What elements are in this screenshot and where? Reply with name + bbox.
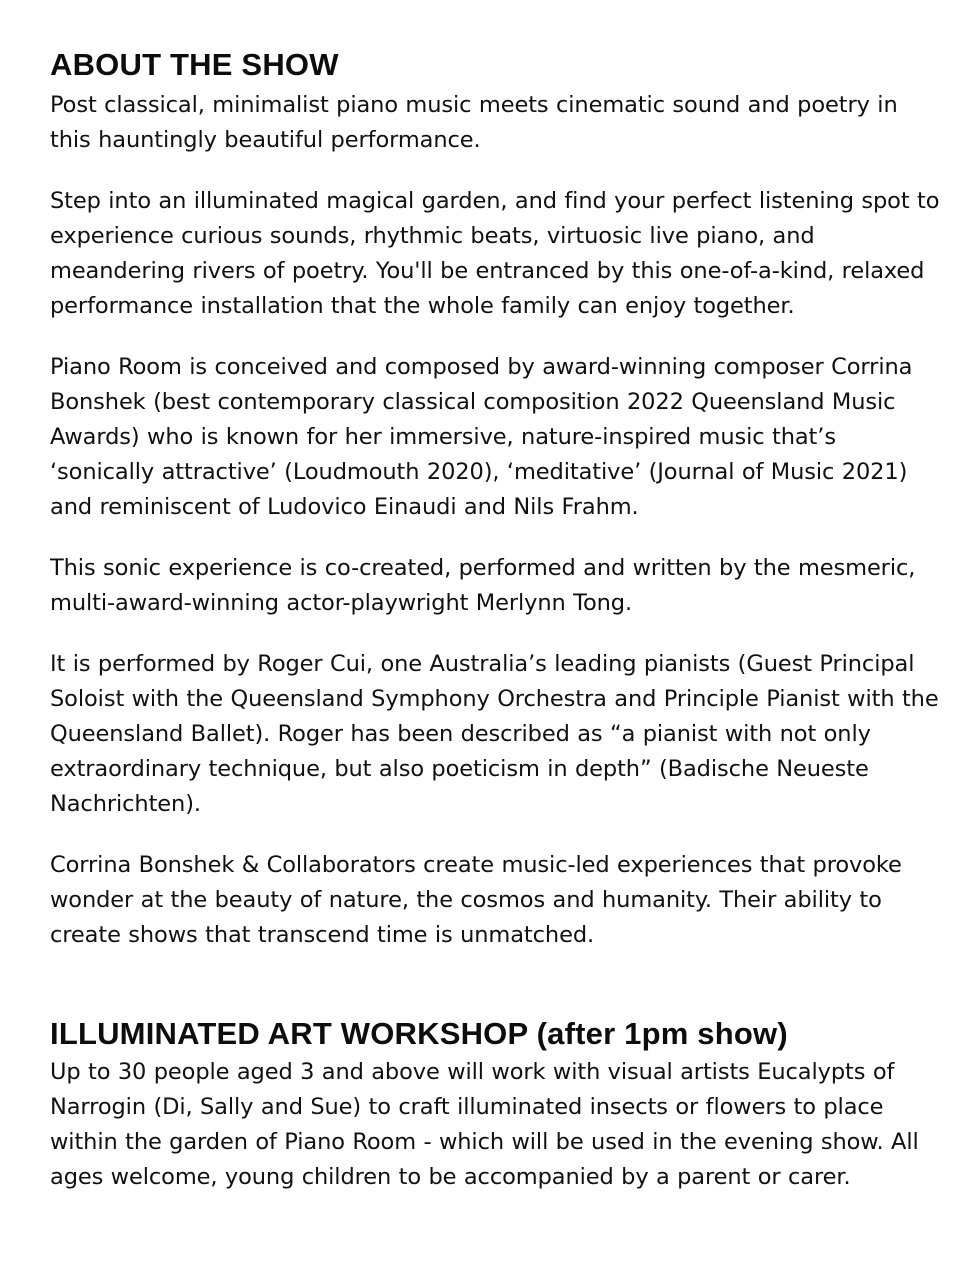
- about-paragraph-2: Step into an illuminated magical garden, and find your perfect listening spot to experience curious sounds, rhythmic beats, virtuosic live piano, and meandering rivers of poetry. You'll be entranced by this one-of-a-kind, relaxed performance installation that the whole family can enjoy together.: [50, 188, 940, 320]
- section-about-the-show: [50, 48, 944, 953]
- about-paragraph-5: It is performed by Roger Cui, one Australia’s leading pianists (Guest Principal Soloist with the Queensland Symphony Orchestra and Principle Pianist with the Queensland Ballet). Roger has been described as “a pianist with not only extraordinary technique, but also poeticism in depth” (Badische Neueste Nachrichten).: [50, 651, 939, 818]
- section-spacer: [50, 953, 944, 1017]
- workshop-paragraph-1: Up to 30 people aged 3 and above will work with visual artists Eucalypts of Narrogin (Di, Sally and Sue) to craft illuminated insects or flowers to place within the garden of Piano Room - which will be used in the evening show. All ages welcome, young children to be accompanied by a parent or carer.: [50, 1059, 919, 1191]
- about-paragraph-6: Corrina Bonshek & Collaborators create music-led experiences that provoke wonder at the beauty of nature, the cosmos and humanity. Their ability to create shows that transcend time is unmatched.: [50, 852, 902, 949]
- section-illuminated-art-workshop: [50, 1017, 944, 1195]
- about-paragraph-1: Post classical, minimalist piano music meets cinematic sound and poetry in this hauntingly beautiful performance.: [50, 92, 898, 154]
- about-paragraph-4: This sonic experience is co-created, performed and written by the mesmeric, multi-award-winning actor-playwright Merlynn Tong.: [50, 555, 916, 617]
- about-paragraph-3: Piano Room is conceived and composed by award-winning composer Corrina Bonshek (best contemporary classical composition 2022 Queensland Music Awards) who is known for her immersive, nature-inspired music that’s ‘sonically attractive’ (Loudmouth 2020), ‘meditative’ (Journal of Music 2021) and reminiscent of Ludovico Einaudi and Nils Frahm.: [50, 354, 913, 521]
- illuminated-art-workshop-heading: ILLUMINATED ART WORKSHOP (after 1pm show): [50, 1016, 788, 1052]
- about-the-show-heading: ABOUT THE SHOW: [50, 47, 339, 82]
